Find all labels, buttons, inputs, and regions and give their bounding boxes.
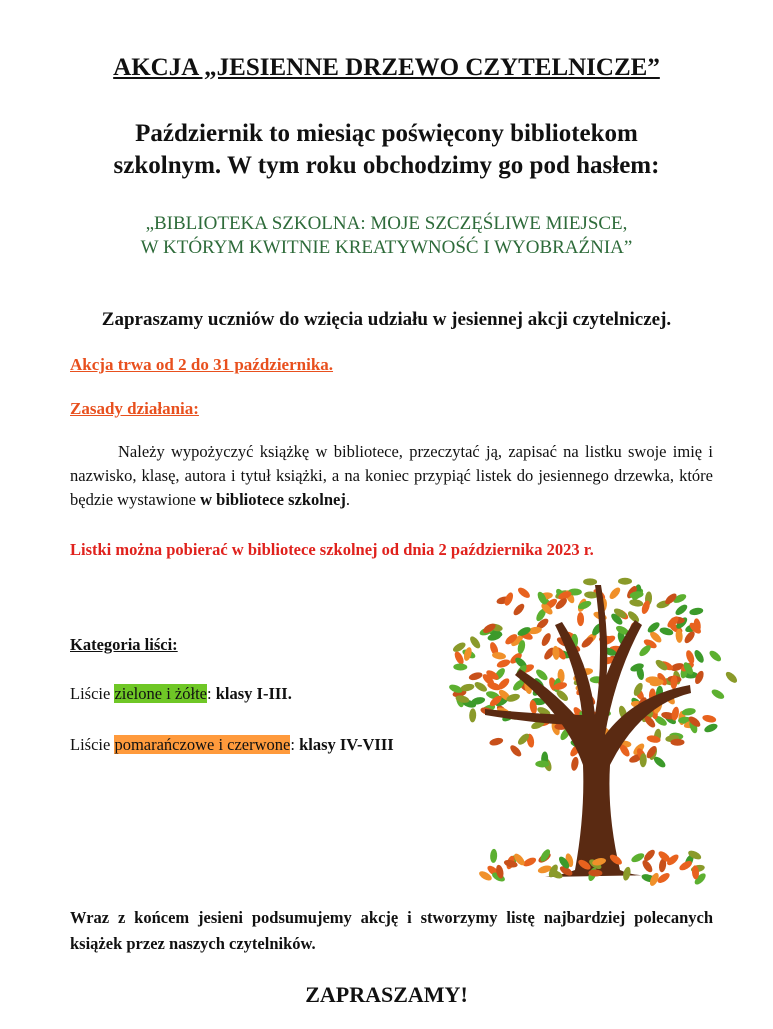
subtitle-line: szkolnym. W tym roku obchodzimy go pod hasłem: (113, 152, 660, 179)
leaf (468, 671, 483, 682)
category-prefix: Liście (70, 684, 115, 703)
subtitle (0, 118, 773, 182)
leaf (516, 586, 531, 600)
rules-end: . (345, 490, 350, 509)
leaf (577, 612, 584, 626)
leaf (535, 760, 549, 767)
leaf (702, 714, 717, 724)
leaf (570, 756, 579, 771)
category-green-yellow (70, 684, 292, 704)
leaf (489, 737, 504, 747)
leaf (708, 649, 723, 663)
leaf (453, 663, 467, 670)
leaf (629, 598, 644, 607)
rules-bold: w bibliotece szkolnej (200, 490, 346, 509)
slogan-line: „BIBLIOTEKA SZKOLNA: MOJE SZCZĘŚLIWE MIEJSCE, (145, 213, 628, 234)
leaf (508, 743, 523, 758)
category-sep: : (207, 684, 216, 703)
category-sep: : (290, 735, 300, 754)
leaf (674, 603, 689, 617)
category-orange-red (70, 735, 394, 755)
duration: Akcja trwa od 2 do 31 października. (70, 355, 334, 374)
rules-heading: Zasady działania: (70, 399, 199, 418)
leaf (689, 607, 704, 616)
leaf (703, 722, 719, 734)
leaf (693, 649, 706, 665)
slogan (0, 212, 773, 260)
leaves-notice: Listki można pobierać w bibliotece szkolnej od dnia 2 października 2023 r. (70, 540, 594, 559)
invitation: Zapraszamy uczniów do wzięcia udziału w jesiennej akcji czytelniczej. (101, 309, 672, 330)
call-to-action: ZAPRASZAMY! (305, 982, 468, 1007)
closing-text: Wraz z końcem jesieni podsumujemy akcję i stworzymy listę najbardziej polecanych książek przez naszych czytelników. (70, 908, 713, 953)
leaf (622, 866, 632, 881)
leaf (710, 688, 726, 701)
autumn-tree-illustration (445, 565, 740, 895)
leaf (496, 658, 512, 669)
leaf (618, 578, 632, 585)
category-classes: klasy IV-VIII (299, 735, 394, 754)
leaf (608, 586, 622, 601)
leaf (469, 708, 476, 722)
leaf (583, 578, 597, 585)
category-highlight: zielone i żółte (114, 684, 207, 703)
category-highlight: pomarańczowe i czerwone (114, 735, 291, 754)
subtitle-line: Październik to miesiąc poświęcony bibliotekom (135, 120, 638, 147)
leaf (670, 739, 684, 746)
category-classes: klasy I-III. (215, 684, 292, 703)
leaf (724, 670, 739, 685)
category-prefix: Liście (70, 735, 115, 754)
leaf (626, 609, 641, 624)
category-heading: Kategoria liści: (70, 635, 178, 654)
slogan-line: W KTÓRYM KWITNIE KREATYWNOŚĆ I WYOBRAŹNIA” (140, 237, 633, 258)
leaf (540, 632, 553, 648)
rules-body: Należy wypożyczyć książkę w bibliotece, przeczytać ją, zapisać na listku swoje imię i nazwisko, klasę, autora i tytuł książki, a na koniec przypiąć listek do jesiennego drzewka, które będzie wystawione (70, 442, 713, 509)
leaf (490, 849, 498, 863)
page-title: AKCJA „JESIENNE DRZEWO CZYTELNICZE” (113, 54, 660, 81)
leaf (512, 602, 527, 617)
rules-text (70, 440, 713, 512)
